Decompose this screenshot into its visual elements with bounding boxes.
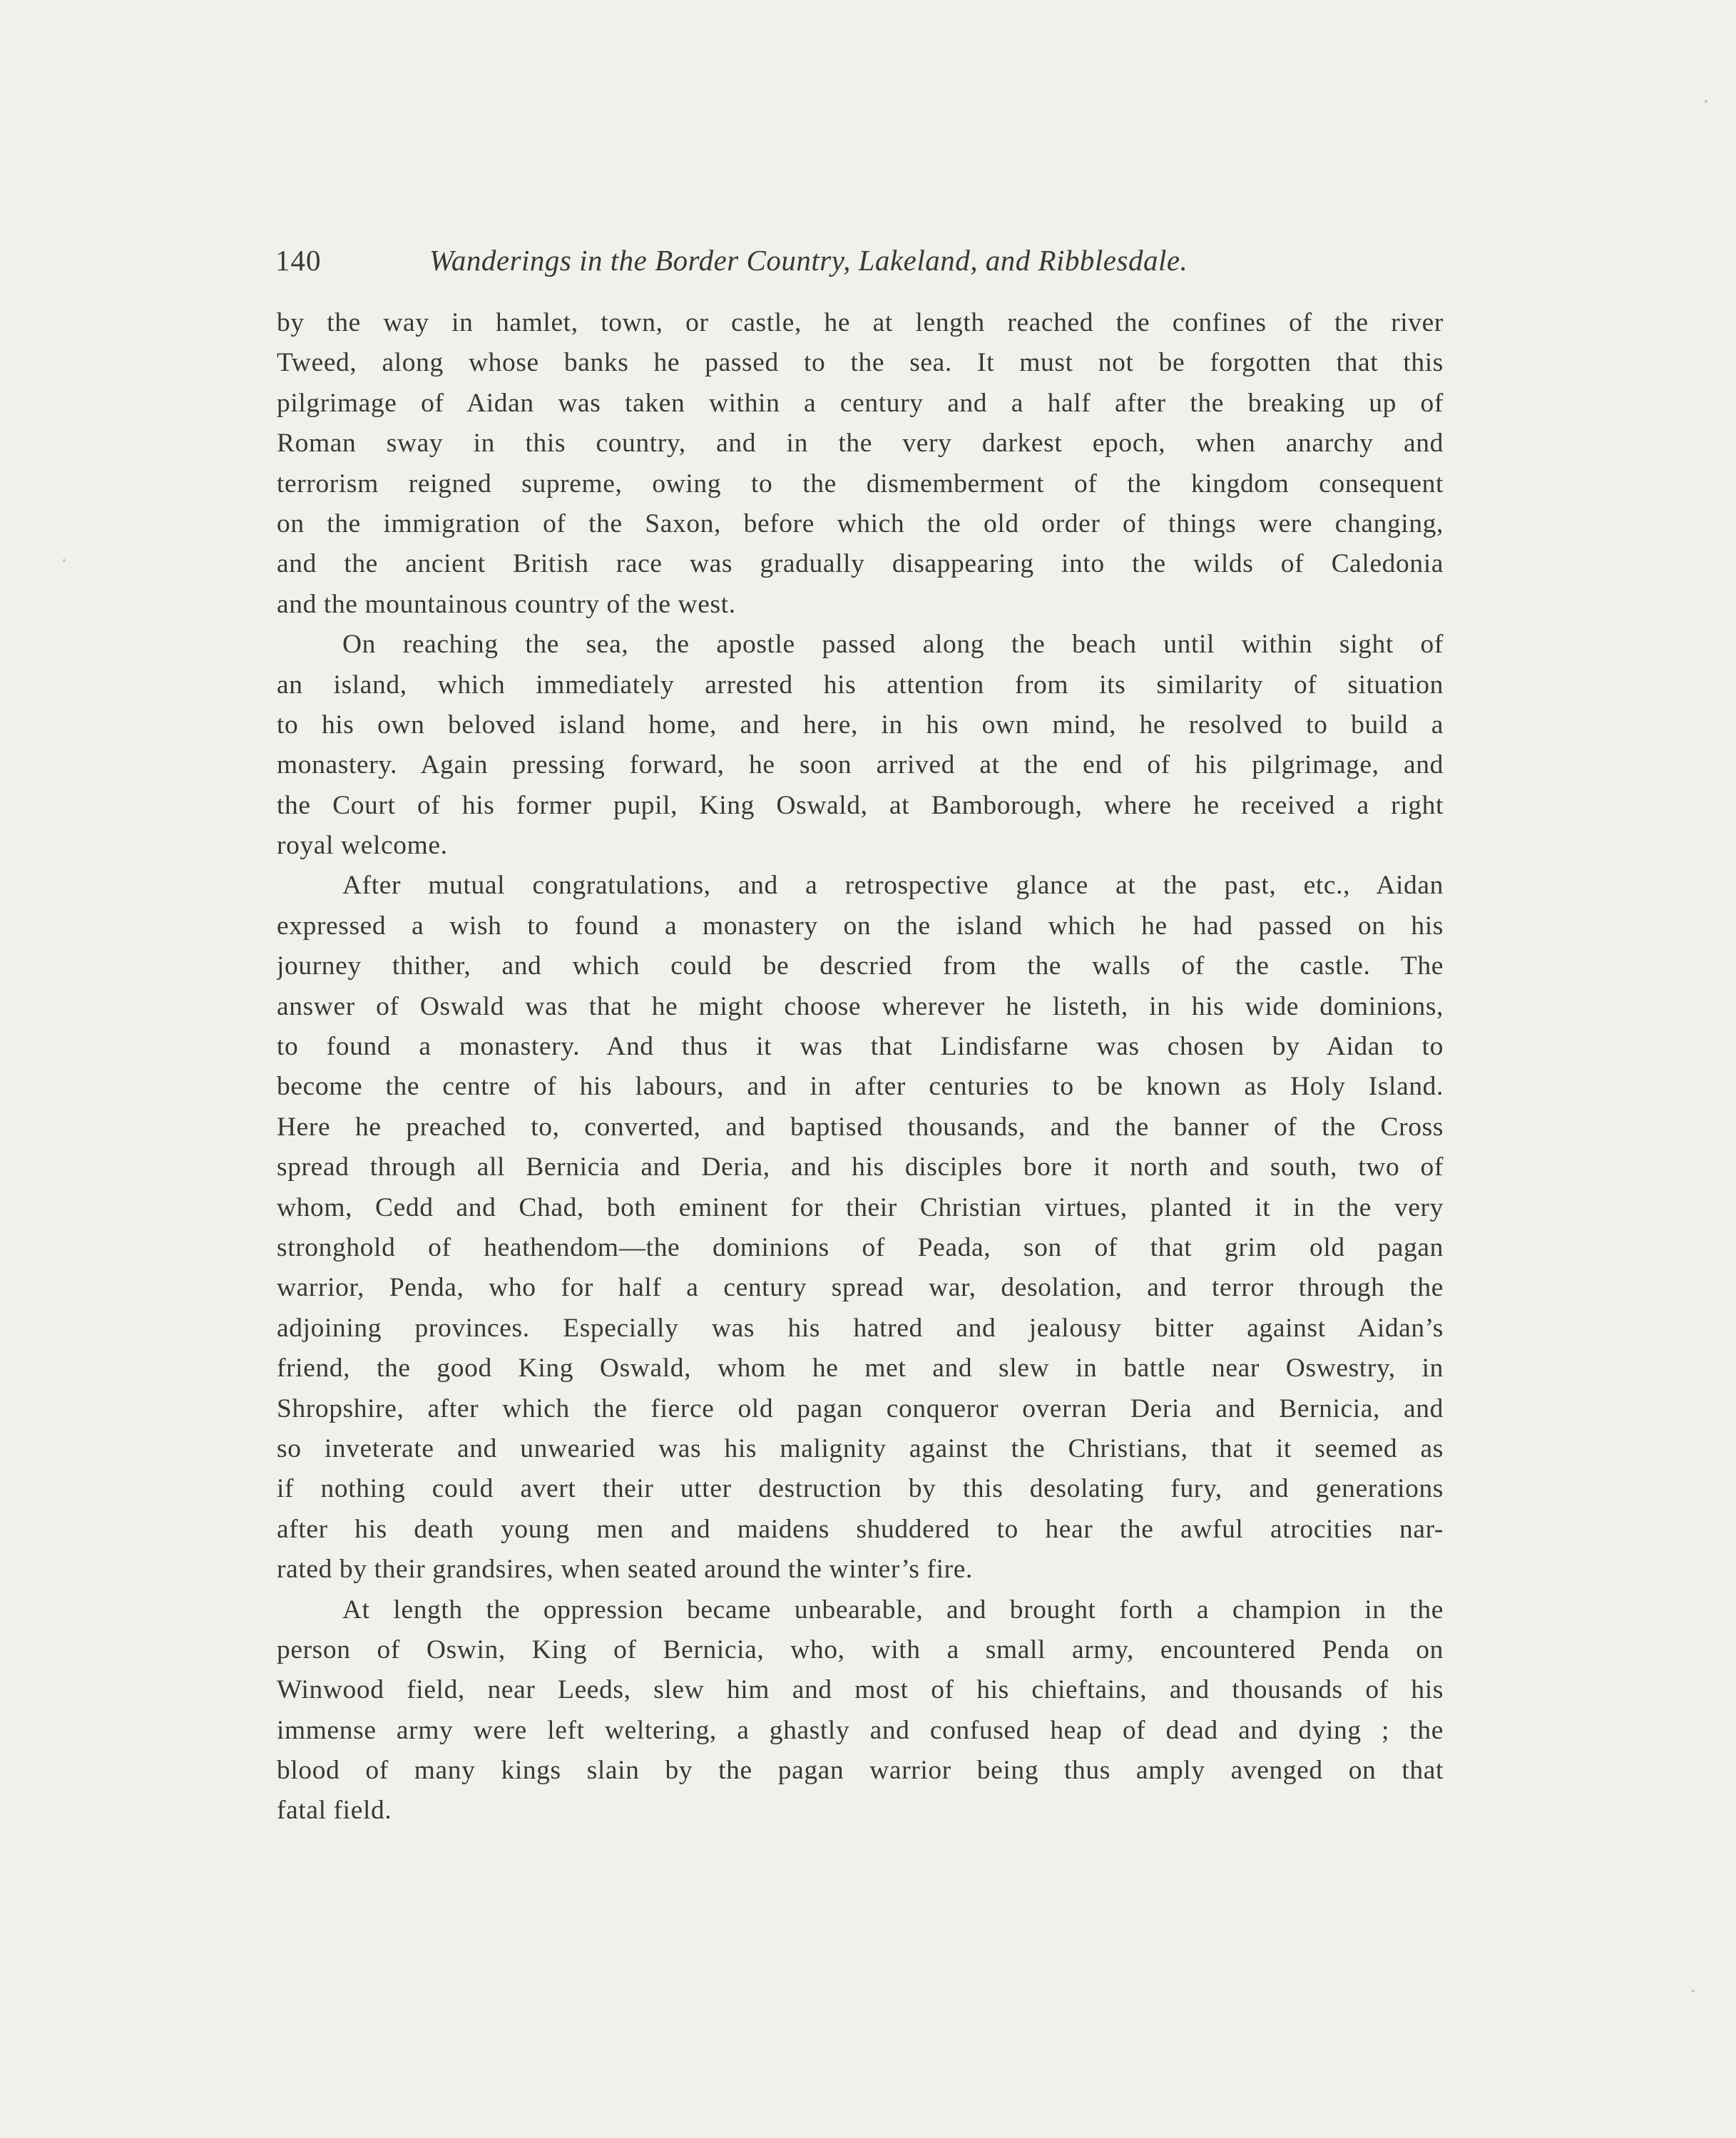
text-line: After mutual congratulations, and a retrospective glance at the past, etc., Aidan: [342, 871, 1444, 901]
paragraph-3: [277, 866, 1444, 1590]
paper-speck: [63, 559, 66, 562]
text-line: adjoining provinces. Especially was his hatred and jealousy bitter against Aidan’s: [277, 1313, 1444, 1343]
text-line: monastery. Again pressing forward, he soon arrived at the end of his pilgrimage, and: [277, 750, 1444, 780]
text-line: Roman sway in this country, and in the very darkest epoch, when anarchy and: [277, 429, 1444, 459]
text-line: fatal field.: [277, 1796, 392, 1826]
text-line: answer of Oswald was that he might choose wherever he listeth, in his wide dominions,: [277, 991, 1444, 1021]
text-line: spread through all Bernicia and Deria, and his disciples bore it north and south, two of: [277, 1152, 1444, 1182]
text-line: Winwood field, near Leeds, slew him and most of his chieftains, and thousands of his: [277, 1675, 1444, 1705]
text-line: whom, Cedd and Chad, both eminent for their Christian virtues, planted it in the very: [277, 1192, 1444, 1222]
text-line: Here he preached to, converted, and baptised thousands, and the banner of the Cross: [277, 1112, 1444, 1142]
text-line: warrior, Penda, who for half a century spread war, desolation, and terror through the: [277, 1273, 1444, 1303]
paper-speck: [1692, 1990, 1695, 1993]
text-line: person of Oswin, King of Bernicia, who, with a small army, encountered Penda on: [277, 1635, 1444, 1664]
text-line: rated by their grandsires, when seated around the winter’s fire.: [277, 1555, 973, 1585]
page-number: 140: [275, 244, 322, 277]
text-line: pilgrimage of Aidan was taken within a century and a half after the breaking up of: [277, 388, 1444, 418]
text-line: immense army were left weltering, a ghastly and confused heap of dead and dying ; the: [277, 1715, 1444, 1745]
book-title: Wanderings in the Border Country, Lakeland, and Ribblesdale.: [429, 244, 1188, 277]
text-line: expressed a wish to found a monastery on the island which he had passed on his: [277, 911, 1444, 941]
text-line: On reaching the sea, the apostle passed along the beach until within sight of: [342, 630, 1444, 660]
text-line: an island, which immediately arrested his attention from its similarity of situation: [277, 670, 1444, 700]
text-line: become the centre of his labours, and in after centuries to be known as Holy Island.: [277, 1072, 1444, 1102]
text-line: Shropshire, after which the fierce old pagan conqueror overran Deria and Bernicia, and: [277, 1393, 1444, 1423]
body-text: [277, 303, 1444, 1831]
text-line: friend, the good King Oswald, whom he met and slew in battle near Oswestry, in: [277, 1354, 1444, 1383]
text-line: blood of many kings slain by the pagan warrior being thus amply avenged on that: [277, 1756, 1444, 1786]
paragraph-1: [277, 303, 1444, 625]
running-head: [275, 239, 1441, 282]
text-line: if nothing could avert their utter destruction by this desolating fury, and generations: [277, 1474, 1444, 1504]
text-line: and the ancient British race was gradually disappearing into the wilds of Caledonia: [277, 549, 1444, 579]
text-line: and the mountainous country of the west.: [277, 589, 736, 619]
paragraph-2: [277, 625, 1444, 866]
text-line: the Court of his former pupil, King Oswald, at Bamborough, where he received a right: [277, 790, 1444, 820]
text-line: to found a monastery. And thus it was that Lindisfarne was chosen by Aidan to: [277, 1032, 1444, 1062]
text-line: after his death young men and maidens shuddered to hear the awful atrocities nar-: [277, 1514, 1444, 1544]
text-line: stronghold of heathendom—the dominions of Peada, son of that grim old pagan: [277, 1232, 1444, 1262]
paragraph-4: [277, 1590, 1444, 1831]
text-line: At length the oppression became unbearable, and brought forth a champion in the: [342, 1595, 1444, 1625]
text-line: to his own beloved island home, and here, in his own mind, he resolved to build a: [277, 710, 1444, 740]
text-line: terrorism reigned supreme, owing to the dismemberment of the kingdom consequent: [277, 469, 1444, 498]
paper-speck: [1705, 100, 1707, 103]
text-line: royal welcome.: [277, 831, 448, 861]
text-line: journey thither, and which could be descried from the walls of the castle. The: [277, 951, 1444, 981]
text-line: by the way in hamlet, town, or castle, he at length reached the confines of the river: [277, 308, 1444, 337]
text-line: so inveterate and unwearied was his malignity against the Christians, that it seemed as: [277, 1433, 1444, 1463]
text-line: Tweed, along whose banks he passed to the sea. It must not be forgotten that this: [277, 348, 1444, 378]
text-line: on the immigration of the Saxon, before which the old order of things were changing,: [277, 508, 1444, 538]
